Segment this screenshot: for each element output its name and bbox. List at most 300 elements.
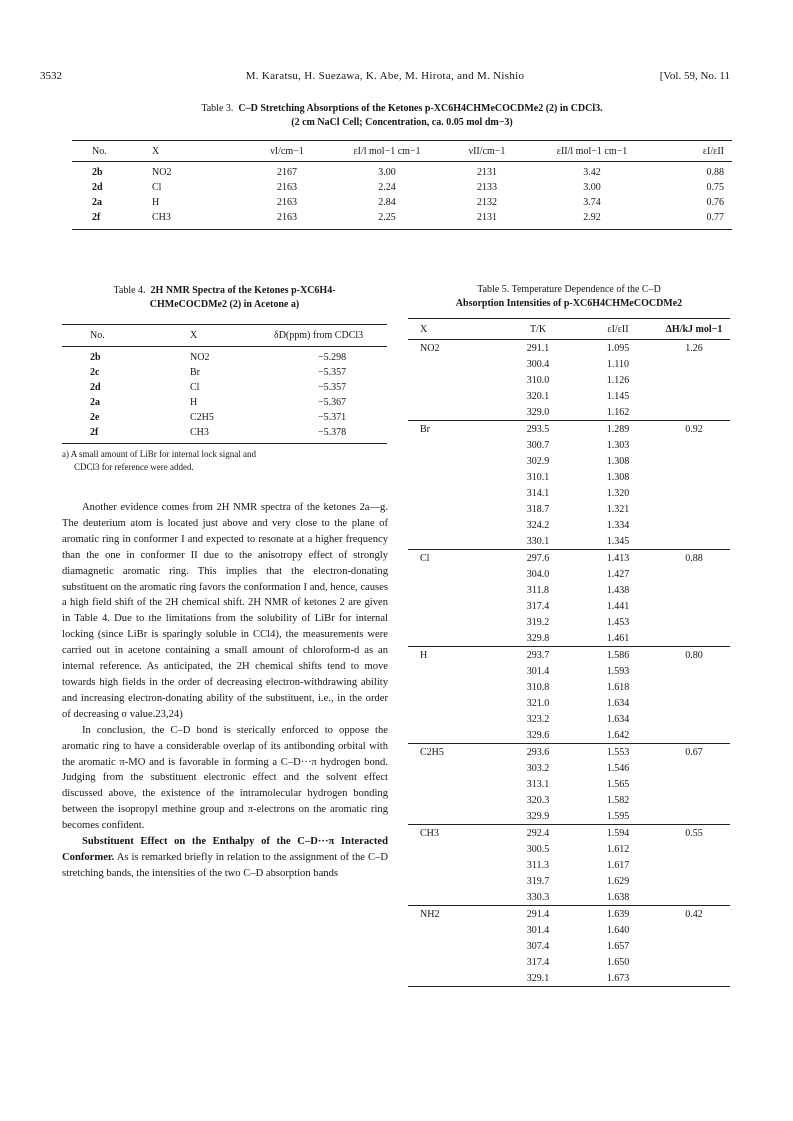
cell-enthalpy <box>658 663 730 679</box>
table-row <box>408 372 730 388</box>
table4-caption <box>62 284 387 312</box>
volume-info: [Vol. 59, No. 11 <box>659 70 730 82</box>
table-row <box>408 727 730 744</box>
cell-no: 2e <box>90 412 100 423</box>
cell-intensity-ratio: 1.595 <box>606 810 630 822</box>
cell-temperature: 317.4 <box>526 600 550 612</box>
cell-no: 2f <box>72 210 152 230</box>
table-row <box>62 395 387 410</box>
cell-intensity-ratio: 1.095 <box>606 342 630 354</box>
cell-temperature: 291.4 <box>498 906 578 923</box>
cell-intensity-ratio: 1.126 <box>606 374 630 386</box>
cell-temperature: 300.5 <box>526 843 550 855</box>
cell-intensity-ratio: 1.321 <box>606 503 630 515</box>
cell-temperature: 329.6 <box>526 729 550 741</box>
cell-substituent <box>408 404 498 421</box>
cell-enthalpy <box>658 970 730 987</box>
table4-title-line1: 2H NMR Spectra of the Ketones p-XC6H4- <box>150 285 336 296</box>
cell-temperature: 301.4 <box>526 665 550 677</box>
table-row <box>408 630 730 647</box>
table-row <box>408 841 730 857</box>
table-row <box>408 760 730 776</box>
cell-e1: 2.84 <box>378 197 396 208</box>
cell-temperature: 293.5 <box>498 421 578 438</box>
cell-enthalpy <box>658 808 730 825</box>
cell-enthalpy <box>658 630 730 647</box>
cell-temperature: 300.4 <box>526 358 550 370</box>
cell-enthalpy: 0.55 <box>658 825 730 842</box>
cell-intensity-ratio: 1.582 <box>606 794 630 806</box>
table-row <box>72 162 732 181</box>
cell-substituent <box>408 372 498 388</box>
table-row <box>408 808 730 825</box>
cell-e1: 2.25 <box>332 210 442 230</box>
cell-temperature: 329.9 <box>526 810 550 822</box>
cell-shift: −5.357 <box>318 367 347 378</box>
table3-title: C–D Stretching Absorptions of the Ketones p-XC6H4CHMeCOCDMe2 (2) in CDCl3. <box>238 103 603 114</box>
cell-temperature: 291.1 <box>526 342 550 354</box>
cell-substituent <box>408 630 498 647</box>
cell-temperature: 310.8 <box>526 681 550 693</box>
table-row <box>72 195 732 210</box>
cell-x: H <box>152 197 160 208</box>
cell-enthalpy <box>658 873 730 889</box>
col-header: X <box>152 141 242 162</box>
cell-temperature: 319.2 <box>526 616 550 628</box>
table5-caption <box>408 283 730 311</box>
col-header: T/K <box>498 319 578 340</box>
table-row <box>408 695 730 711</box>
cell-enthalpy <box>658 453 730 469</box>
cell-enthalpy <box>658 437 730 453</box>
cell-substituent <box>408 938 498 954</box>
cell-no: 2d <box>92 182 103 193</box>
cell-v2: 2133 <box>477 182 497 193</box>
col-header: εI/εII <box>652 141 732 162</box>
cell-temperature: 310.0 <box>526 374 550 386</box>
table-row <box>408 711 730 727</box>
cell-no: 2d <box>90 382 101 393</box>
cell-enthalpy: 0.67 <box>658 744 730 761</box>
cell-v1: 2167 <box>277 167 297 178</box>
cell-enthalpy <box>658 954 730 970</box>
cell-ratio: 0.77 <box>652 210 732 230</box>
cell-intensity-ratio: 1.612 <box>606 843 630 855</box>
table-row <box>408 566 730 582</box>
cell-temperature: 310.1 <box>526 471 550 483</box>
table-row <box>408 679 730 695</box>
paragraph-text: As is remarked briefly in relation to the assignment of the C–D stretching bands, the intensities of the two C–D absorption bands <box>62 851 388 879</box>
cell-enthalpy <box>658 711 730 727</box>
running-header <box>40 70 730 88</box>
cell-enthalpy: 1.26 <box>685 342 703 354</box>
section-heading: Substituent Effect on the Enthalpy of the C–D···π Interacted Conformer. <box>62 836 388 863</box>
cell-v1: 2163 <box>242 210 332 230</box>
cell-substituent <box>408 954 498 970</box>
cell-temperature: 304.0 <box>526 568 550 580</box>
cell-intensity-ratio: 1.638 <box>606 891 630 903</box>
cell-x: C2H5 <box>190 412 214 423</box>
col-header: ΔH/kJ mol−1 <box>658 319 730 340</box>
page-number: 3532 <box>40 70 62 82</box>
paragraph <box>62 834 388 882</box>
table-row <box>408 744 730 761</box>
table-row <box>62 365 387 380</box>
cell-v2: 2132 <box>477 197 497 208</box>
cell-substituent <box>408 711 498 727</box>
cell-substituent <box>408 614 498 630</box>
cell-enthalpy <box>658 857 730 873</box>
cell-substituent <box>408 727 498 744</box>
table-row <box>408 614 730 630</box>
table-row <box>62 380 387 395</box>
cell-x: Cl <box>152 182 162 193</box>
cell-temperature: 323.2 <box>526 713 550 725</box>
cell-enthalpy: 0.92 <box>658 421 730 438</box>
cell-shift: −5.378 <box>274 425 387 444</box>
cell-temperature: 297.6 <box>498 550 578 567</box>
cell-no: 2b <box>90 352 101 363</box>
cell-substituent: CH3 <box>408 825 498 842</box>
cell-shift: −5.367 <box>318 397 347 408</box>
paragraph: Another evidence comes from 2H NMR spectra of the ketones 2a—g. The deuterium atom is located just above and very close to the plane of aromatic ring in conformer I and expected to resonate at a higher frequency than the one in conformer II due to the anisotropy effect of strongly diamagnetic aromatic ring. This implies that the electron-donating substituent on the aromatic ring favors the conformation I and, hence, causes a high field shift of the 2H chemical shift. 2H NMR of ketones 2 are given in Table 4. Due to the limitations from the solubility of LiBr for internal locking (since LiBr is sparingly soluble in CCl4), the measurements were carried out in acetone containing a small amount of chloroform-d as an internal reference. As anticipated, the 2H chemical shifts tend to move towards high fields in the order of decreasing electron-withdrawing ability and increasing electron-donating ability of the substituent, i.e., in the order of decreasing σ value.23,24) <box>62 502 388 720</box>
cell-v2: 2131 <box>477 167 497 178</box>
table4-footnote <box>62 448 387 474</box>
col-header: νI/cm−1 <box>242 141 332 162</box>
table5-header-row <box>408 319 730 340</box>
cell-substituent <box>408 453 498 469</box>
cell-intensity-ratio: 1.586 <box>578 647 658 664</box>
table4 <box>62 324 387 444</box>
cell-intensity-ratio: 1.673 <box>578 970 658 987</box>
col-header: X <box>190 325 274 347</box>
cell-enthalpy <box>658 372 730 388</box>
cell-temperature: 318.7 <box>526 503 550 515</box>
cell-enthalpy <box>658 582 730 598</box>
table-row <box>408 954 730 970</box>
cell-substituent <box>408 598 498 614</box>
cell-substituent <box>408 437 498 453</box>
table-row <box>408 825 730 842</box>
cell-enthalpy <box>658 485 730 501</box>
table5 <box>408 318 730 987</box>
cell-intensity-ratio: 1.308 <box>606 471 630 483</box>
cell-substituent <box>408 792 498 808</box>
cell-substituent <box>408 582 498 598</box>
col-header: X <box>408 319 498 340</box>
table-row <box>72 180 732 195</box>
cell-temperature: 330.1 <box>526 535 550 547</box>
cell-intensity-ratio: 1.162 <box>606 406 630 418</box>
cell-enthalpy: 0.42 <box>658 906 730 923</box>
cell-temperature: 329.1 <box>498 970 578 987</box>
cell-temperature: 320.3 <box>526 794 550 806</box>
col-header: No. <box>62 325 190 347</box>
table5-title-line2: Absorption Intensities of p-XC6H4CHMeCOCDMe2 <box>455 298 683 309</box>
table4-header-row <box>62 325 387 347</box>
cell-intensity-ratio: 1.617 <box>606 859 630 871</box>
cell-enthalpy <box>658 469 730 485</box>
cell-intensity-ratio: 1.629 <box>606 875 630 887</box>
cell-enthalpy <box>658 679 730 695</box>
cell-substituent: H <box>408 647 498 664</box>
cell-enthalpy: 0.80 <box>658 647 730 664</box>
table-row <box>408 647 730 664</box>
paragraph: In conclusion, the C–D bond is sterically enforced to oppose the aromatic ring to have a considerable overlap of its antibonding orbital with the aromatic π-MO and is favorable in forming a C–D···π hydrogen bond. Judging from the substituent electronic effect and the solvent effect discussed above, the existence of the intramolecular hydrogen bonding between the isopropyl methine group and π-electrons on the aromatic ring becomes confident. <box>62 724 388 832</box>
cell-enthalpy <box>658 776 730 792</box>
table-row <box>408 501 730 517</box>
table4-title-line2: CHMeCOCDMe2 (2) in Acetone a) <box>149 299 300 310</box>
footnote-line: CDCl3 for reference were added. <box>74 462 194 472</box>
table5-title-line1: Table 5. Temperature Dependence of the C–D <box>477 284 661 295</box>
table-row <box>408 421 730 438</box>
table-row <box>408 533 730 550</box>
cell-substituent <box>408 857 498 873</box>
cell-intensity-ratio: 1.634 <box>606 713 630 725</box>
cell-enthalpy <box>658 356 730 372</box>
table-row <box>408 970 730 987</box>
cell-enthalpy <box>658 841 730 857</box>
cell-substituent: Br <box>408 421 498 438</box>
cell-temperature: 293.6 <box>498 744 578 761</box>
cell-substituent: Cl <box>408 550 498 567</box>
cell-no: 2b <box>92 167 103 178</box>
col-header: εI/l mol−1 cm−1 <box>332 141 442 162</box>
table-row <box>72 210 732 230</box>
cell-enthalpy <box>658 388 730 404</box>
cell-intensity-ratio: 1.308 <box>606 455 630 467</box>
cell-shift: −5.298 <box>318 352 347 363</box>
table-row <box>408 889 730 906</box>
cell-shift: −5.357 <box>318 382 347 393</box>
cell-substituent <box>408 663 498 679</box>
cell-x: H <box>190 397 198 408</box>
table3-caption <box>72 102 732 130</box>
cell-temperature: 314.1 <box>526 487 550 499</box>
cell-no: 2a <box>92 197 102 208</box>
cell-e2: 3.42 <box>583 167 601 178</box>
table-row <box>408 485 730 501</box>
cell-intensity-ratio: 1.461 <box>606 632 630 644</box>
cell-enthalpy <box>658 695 730 711</box>
table3-subcaption: (2 cm NaCl Cell; Concentration, ca. 0.05 mol dm−3) <box>291 117 513 128</box>
cell-intensity-ratio: 1.642 <box>606 729 630 741</box>
cell-intensity-ratio: 1.303 <box>606 439 630 451</box>
cell-intensity-ratio: 1.438 <box>606 584 630 596</box>
table-row <box>408 469 730 485</box>
cell-enthalpy <box>658 566 730 582</box>
cell-temperature: 313.1 <box>526 778 550 790</box>
col-header: εII/l mol−1 cm−1 <box>532 141 652 162</box>
cell-enthalpy <box>658 501 730 517</box>
table-row <box>408 792 730 808</box>
cell-temperature: 321.0 <box>526 697 550 709</box>
cell-enthalpy <box>658 792 730 808</box>
cell-e1: 2.24 <box>378 182 396 193</box>
table-row <box>408 873 730 889</box>
table-row <box>408 776 730 792</box>
cell-intensity-ratio: 1.145 <box>606 390 630 402</box>
cell-x: CH3 <box>152 210 242 230</box>
cell-substituent <box>408 922 498 938</box>
cell-x: CH3 <box>190 425 274 444</box>
cell-x: Cl <box>190 382 200 393</box>
cell-intensity-ratio: 1.593 <box>606 665 630 677</box>
cell-intensity-ratio: 1.618 <box>606 681 630 693</box>
cell-enthalpy <box>658 938 730 954</box>
cell-intensity-ratio: 1.594 <box>578 825 658 842</box>
cell-enthalpy <box>658 533 730 550</box>
cell-substituent <box>408 679 498 695</box>
cell-temperature: 292.4 <box>498 825 578 842</box>
table-row <box>408 340 730 357</box>
cell-enthalpy <box>658 614 730 630</box>
cell-temperature: 311.3 <box>526 859 550 871</box>
col-header: νII/cm−1 <box>442 141 532 162</box>
table-row <box>408 388 730 404</box>
table-row <box>408 437 730 453</box>
cell-temperature: 303.2 <box>526 762 550 774</box>
cell-substituent <box>408 970 498 987</box>
cell-temperature: 300.7 <box>526 439 550 451</box>
cell-enthalpy <box>658 889 730 906</box>
cell-e2: 3.00 <box>583 182 601 193</box>
cell-substituent <box>408 808 498 825</box>
cell-e2: 3.74 <box>583 197 601 208</box>
cell-temperature: 302.9 <box>526 455 550 467</box>
cell-intensity-ratio: 1.640 <box>606 924 630 936</box>
cell-temperature: 319.7 <box>526 875 550 887</box>
cell-no: 2c <box>90 367 100 378</box>
cell-temperature: 329.0 <box>526 406 550 418</box>
table-row <box>408 582 730 598</box>
cell-e1: 3.00 <box>378 167 396 178</box>
cell-substituent <box>408 533 498 550</box>
cell-enthalpy <box>658 404 730 421</box>
table-row <box>408 906 730 923</box>
cell-temperature: 320.1 <box>526 390 550 402</box>
table-row <box>408 857 730 873</box>
table-row <box>408 517 730 533</box>
cell-ratio: 0.75 <box>706 182 724 193</box>
table3-label: Table 3. <box>201 103 234 114</box>
cell-substituent <box>408 760 498 776</box>
cell-intensity-ratio: 1.334 <box>606 519 630 531</box>
cell-intensity-ratio: 1.634 <box>606 697 630 709</box>
col-header: δD(ppm) from CDCl3 <box>274 325 387 347</box>
cell-no: 2f <box>62 425 190 444</box>
cell-intensity-ratio: 1.639 <box>578 906 658 923</box>
cell-substituent <box>408 469 498 485</box>
cell-intensity-ratio: 1.546 <box>606 762 630 774</box>
cell-intensity-ratio: 1.413 <box>578 550 658 567</box>
table-row <box>62 347 387 366</box>
cell-substituent <box>408 841 498 857</box>
footnote-line: a) A small amount of LiBr for internal lock signal and <box>62 449 256 459</box>
col-header: No. <box>72 141 152 162</box>
cell-enthalpy <box>658 922 730 938</box>
table-row <box>408 550 730 567</box>
body-text <box>62 500 388 882</box>
cell-temperature: 301.4 <box>526 924 550 936</box>
cell-enthalpy <box>658 517 730 533</box>
cell-enthalpy <box>658 598 730 614</box>
table-row <box>62 410 387 425</box>
cell-temperature: 329.8 <box>526 632 550 644</box>
cell-substituent: NH2 <box>408 906 498 923</box>
cell-substituent <box>408 873 498 889</box>
cell-enthalpy <box>658 760 730 776</box>
cell-substituent <box>408 356 498 372</box>
cell-intensity-ratio: 1.427 <box>606 568 630 580</box>
cell-substituent <box>408 501 498 517</box>
cell-enthalpy <box>658 727 730 744</box>
cell-intensity-ratio: 1.565 <box>606 778 630 790</box>
cell-ratio: 0.88 <box>706 167 724 178</box>
table-row <box>62 425 387 444</box>
cell-x: NO2 <box>152 167 172 178</box>
table4-label: Table 4. <box>113 285 146 296</box>
cell-no: 2a <box>90 397 100 408</box>
cell-x: NO2 <box>190 352 210 363</box>
cell-temperature: 317.4 <box>526 956 550 968</box>
cell-temperature: 307.4 <box>526 940 550 952</box>
table3 <box>72 140 732 230</box>
cell-substituent: NO2 <box>420 342 440 354</box>
cell-substituent <box>408 388 498 404</box>
table-row <box>408 404 730 421</box>
table-row <box>408 663 730 679</box>
cell-substituent: C2H5 <box>408 744 498 761</box>
cell-intensity-ratio: 1.110 <box>606 358 630 370</box>
cell-ratio: 0.76 <box>706 197 724 208</box>
cell-temperature: 293.7 <box>498 647 578 664</box>
cell-temperature: 330.3 <box>526 891 550 903</box>
author-line: M. Karatsu, H. Suezawa, K. Abe, M. Hirota, and M. Nishio <box>245 70 525 82</box>
cell-substituent <box>408 695 498 711</box>
cell-enthalpy: 0.88 <box>658 550 730 567</box>
table5-body <box>408 340 730 987</box>
cell-substituent <box>408 485 498 501</box>
cell-intensity-ratio: 1.553 <box>578 744 658 761</box>
table-row <box>408 598 730 614</box>
cell-substituent <box>408 566 498 582</box>
cell-v1: 2163 <box>277 182 297 193</box>
cell-shift: −5.371 <box>318 412 347 423</box>
cell-e2: 2.92 <box>532 210 652 230</box>
table-row <box>408 922 730 938</box>
table3-header-row <box>72 141 732 162</box>
cell-x: Br <box>190 367 200 378</box>
cell-substituent <box>408 889 498 906</box>
cell-intensity-ratio: 1.650 <box>606 956 630 968</box>
cell-intensity-ratio: 1.441 <box>606 600 630 612</box>
table-row <box>408 453 730 469</box>
cell-intensity-ratio: 1.345 <box>606 535 630 547</box>
col-header: εI/εII <box>578 319 658 340</box>
cell-substituent <box>408 517 498 533</box>
cell-temperature: 324.2 <box>526 519 550 531</box>
cell-intensity-ratio: 1.657 <box>606 940 630 952</box>
cell-substituent <box>408 776 498 792</box>
cell-temperature: 311.8 <box>526 584 550 596</box>
table-row <box>408 938 730 954</box>
cell-intensity-ratio: 1.289 <box>578 421 658 438</box>
table-row <box>408 356 730 372</box>
cell-intensity-ratio: 1.453 <box>606 616 630 628</box>
cell-v2: 2131 <box>442 210 532 230</box>
cell-intensity-ratio: 1.320 <box>606 487 630 499</box>
